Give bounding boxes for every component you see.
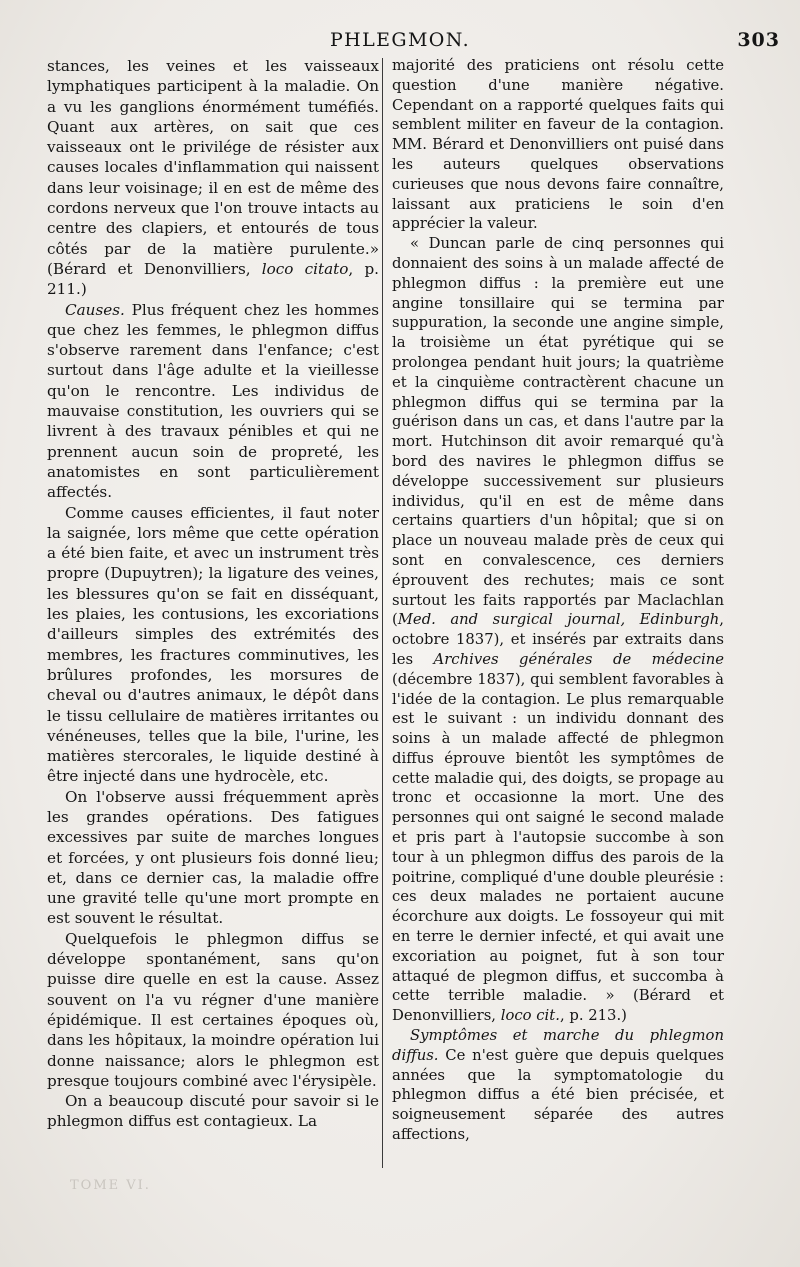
paragraph: Quelquefois le phlegmon diffus se développe spontanément, sans qu'on puisse dire quelle en est la cause. Assez souvent on l'a vu régner d'une manière épidémique. Il est certaines époques où, dans les hôpitaux, la moindre opération lui donne naissance; alors le phlegmon est presque toujours combiné avec l'érysipèle. [47,929,379,1090]
signature-mark: TOME VI. [70,1178,151,1193]
paragraph-symptomes [392,1026,724,1145]
text-run: Plus fréquent chez les hommes que chez les femmes, le phlegmon diffus s'observe rarement dans l'enfance; c'est surtout dans l'âge adulte et la vieillesse qu'on le rencontre. Les individus de mauvaise constitution, les ouvriers qui se livrent à des travaux pénibles et qui ne prennent aucun soin de propreté, les anatomistes en sont particulièrement affectés. [47,300,379,502]
italic-journal-title: Archives générales de médecine [433,650,724,668]
paragraph: On l'observe aussi fréquemment après les grandes opérations. Des fatigues excessives par suite de marches longues et forcées, y ont plusieurs fois donné lieu; et, dans ce dernier cas, la maladie offre une gravité telle qu'une mort prompte en est souvent le résultat. [47,787,379,928]
paragraph: majorité des praticiens ont résolu cette question d'une manière négative. Cependant on a rapporté quelques faits qui semblent militer en faveur de la contagion. MM. Bérard et Denonvilliers ont puisé dans les auteurs quelques observations curieuses que nous devons faire connaître, laissant aux praticiens le soin d'en apprécier la valeur. [392,57,724,233]
text-run: , p. 211.) [47,259,379,299]
italic-citation: loco cit. [500,1007,560,1025]
paragraph: On a beaucoup discuté pour savoir si le phlegmon diffus est contagieux. La [47,1092,379,1131]
paragraph [47,56,379,300]
italic-citation: loco citato [261,259,349,278]
running-head [0,29,800,55]
page-number: 303 [737,29,780,51]
left-column [47,56,379,1132]
text-run: « Duncan parle de cinq personnes qui donnaient des soins à un malade affecté de phlegmon diffus : la première eut une angine tonsillaire qui se termina par suppuration, la seconde une angine simple, la troisième un état pyrétique qui se prolongea pendant huit jours; la quatrième et la cinquième contractèrent chacune un phlegmon diffus qui se termina par la guérison dans un cas, et dans l'autre par la mort. Hutchinson dit avoir remarqué qu'à bord des navires le phlegmon diffus se développe successivement sur plusieurs individus, qu'il en est de même dans certains quartiers d'un hôpital; que si on place un nouveau malade près de ceux qui sont en convalescence, ces derniers éprouvent des rechutes; mais ce sont surtout les faits rapportés par Maclachlan ( [392,235,724,629]
paragraph-quotation [392,234,724,1026]
column-divider [382,58,383,1168]
text-run: stances, les veines et les vaisseaux lymphatiques participent à la maladie. On a vu les ganglions énormément tuméfiés. Quant aux artères, on sait que ces vaisseaux ont le privilége de résister aux causes locales d'inflammation qui naissent dans leur voisinage; il en est de même des cordons nerveux que l'on trouve intacts au centre des clapiers, et entourés de tous côtés par de la matière purulente.» (Bérard et Denonvilliers, [47,57,379,278]
text-run: Ce n'est guère que depuis quelques années que la symptomatologie du phlegmon diffus a été bien précisée, et soigneusement séparée des autres affections, [392,1046,724,1144]
text-run: (décembre 1837), qui semblent favorables à l'idée de la contagion. Le plus remarquable est le suivant : un individu donnant des soins à un malade affecté de phlegmon diffus éprouve bientôt les symptômes de cette maladie qui, des doigts, se propage au tronc et occasionne la mort. Une des personnes qui ont saigné le second malade et pris part à l'autopsie succombe à son tour à un phlegmon diffus des parois de la poitrine, compliqué d'une double pleurésie : ces deux malades ne portaient aucune écorchure aux doigts. Le fossoyeur qui mit en terre le dernier infecté, et qui avait une excoriation au poignet, fut à son tour attaqué de plegmon diffus, et succomba à cette terrible maladie. » (Bérard et Denonvilliers, [392,670,724,1025]
text-run: , octobre 1837), et insérés par extraits dans les [392,611,724,668]
running-head-title: PHLEGMON. [329,29,471,51]
italic-journal-title: Med. and surgical journal, Edinburgh [397,611,720,629]
section-lead-symptomes: Symptômes et marche du phlegmon diffus. [392,1027,724,1064]
text-run: , p. 213.) [559,1007,627,1025]
section-lead-causes: Causes. [65,300,125,319]
paragraph: Comme causes efficientes, il faut noter la saignée, lors même que cette opération a été bien faite, et avec un instrument très propre (Dupuytren); la ligature des veines, les blessures qu'on se fait en disséquant, les plaies, les contusions, les excoriations d'ailleurs simples des extrémités des membres, les fractures comminutives, les brûlures profondes, les morsures de cheval ou d'autres animaux, le dépôt dans le tissu cellulaire de matières irritantes ou vénéneuses, telles que la bile, l'urine, les matières stercorales, le liquide destiné à être injecté dans une hydrocèle, etc. [47,503,379,786]
paragraph-causes [47,300,379,503]
right-column [392,56,724,1145]
